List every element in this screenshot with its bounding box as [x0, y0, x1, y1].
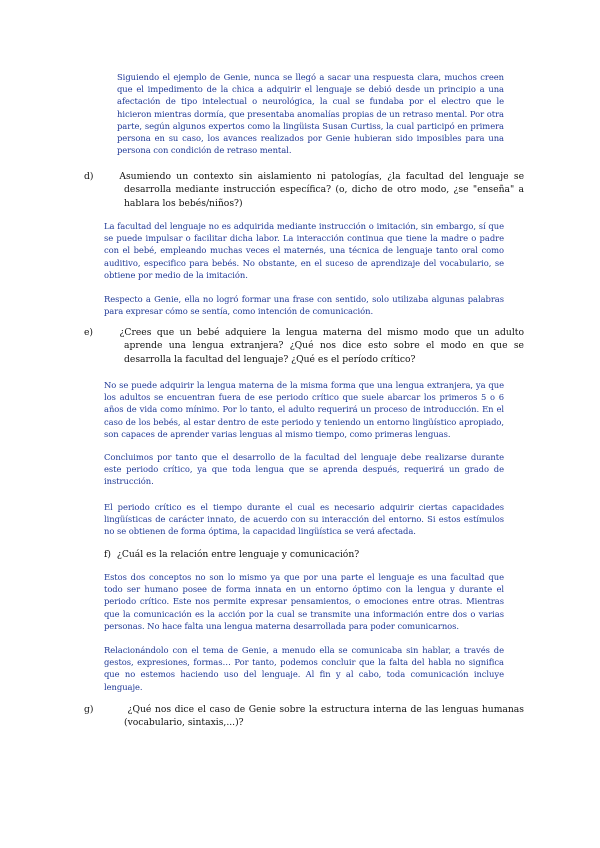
question-e-text: ¿Crees que un bebé adquiere la lengua materna del mismo modo que un adulto aprende una lengua extranjera? ¿Qué nos dice esto sobre el modo en que se desarrolla la facultad del lenguaje? ¿Qué es el período crítico? [119, 327, 525, 365]
question-e-label: e) [84, 327, 94, 338]
question-d [84, 170, 525, 210]
question-f [104, 548, 504, 561]
question-g-text: ¿Qué nos dice el caso de Genie sobre la estructura interna de las lenguas humanas (vocabulario, sintaxis,...)? [124, 704, 524, 729]
answer-paragraph-conclusion: Concluimos por tanto que el desarrollo de la facultad del lenguaje debe realizarse durante este periodo crítico, ya que toda lengua que se aprenda después, requerirá un grado de instrucción. [104, 452, 504, 487]
answer-paragraph-facultad-instruccion: La facultad del lenguaje no es adquirida mediante instrucción o imitación, sin embargo, sí que se puede impulsar o facilitar dicha labor. La interacción continua que tiene la madre o padre con el bebé, empleando muchas veces el maternés, una técnica de lenguaje tanto oral como auditivo, especifico para bebés. No obstante, en el suceso de aprendizaje del vocabulario, se obtiene por medio de la imitación. [104, 221, 504, 280]
question-g-label: g) [84, 704, 94, 715]
question-e [84, 326, 525, 366]
answer-paragraph-lengua-materna: No se puede adquirir la lengua materna de la misma forma que una lengua extranjera, ya que los adultos se encuentran fuera de ese periodo crítico que suele abarcar los primeros 5 o 6 años de vida como mínimo. Por lo tanto, el adulto requerirá un proceso de introducción. En el caso de los bebés, al estar dentro de este periodo y teniendo un entorno lingüístico apropiado, son capaces de aprender varias lenguas al mismo tiempo, como primeras lenguas. [104, 380, 504, 439]
question-d-label: d) [84, 171, 94, 182]
answer-paragraph-genie-retraso: Siguiendo el ejemplo de Genie, nunca se llegó a sacar una respuesta clara, muchos creen que el impedimento de la chica a adquirir el lenguaje se debió desde un principio a una afectación de tipo intelectual o neurológica, la cual se fundaba por el electro que le hicieron mientras dormía, que presentaba anomalías propias de un retraso mental. Por otra parte, según algunos expertos como la lingüista Susan Curtiss, la cual participó en primera persona en su caso, los avances realizados por Genie hubieran sido imposibles para una persona con condición de retraso mental. [117, 72, 504, 156]
answer-paragraph-lenguaje-comunicacion: Estos dos conceptos no son lo mismo ya que por una parte el lenguaje es una facultad que todo ser humano posee de forma innata en un entorno óptimo con la lengua y durante el periodo crítico. Este nos permite expresar pensamientos, o emociones entre otras. Mientras que la comunicación es la acción por la cual se transmite una información entre dos o varias personas. No hace falta una lengua materna desarrollada para poder comunicarnos. [104, 572, 504, 631]
answer-paragraph-genie-gestos: Relacionándolo con el tema de Genie, a menudo ella se comunicaba sin hablar, a través de gestos, expresiones, formas… Por tanto, podemos concluir que la falta del habla no significa que no estemos haciendo uso del lenguaje. Al fin y al cabo, toda comunicación incluye lenguaje. [104, 645, 504, 692]
question-g [84, 703, 524, 730]
answer-paragraph-genie-frase: Respecto a Genie, ella no logró formar una frase con sentido, solo utilizaba algunas palabras para expresar cómo se sentía, como intención de comunicación. [104, 294, 504, 317]
answer-paragraph-periodo-critico: El periodo crítico es el tiempo durante el cual es necesario adquirir ciertas capacidades lingüísticas de carácter innato, de acuerdo con su interacción del entorno. Si estos estímulos no se obtienen de forma óptima, la capacidad lingüística se verá afectada. [104, 502, 504, 537]
question-d-text: Asumiendo un contexto sin aislamiento ni patologías, ¿la facultad del lenguaje se desarrolla mediante instrucción específica? (o, dicho de otro modo, ¿se "enseña" a hablara los bebés/niños?) [119, 171, 525, 209]
question-f-text: ¿Cuál es la relación entre lenguaje y comunicación? [116, 549, 360, 560]
question-f-label: f) [104, 549, 111, 560]
